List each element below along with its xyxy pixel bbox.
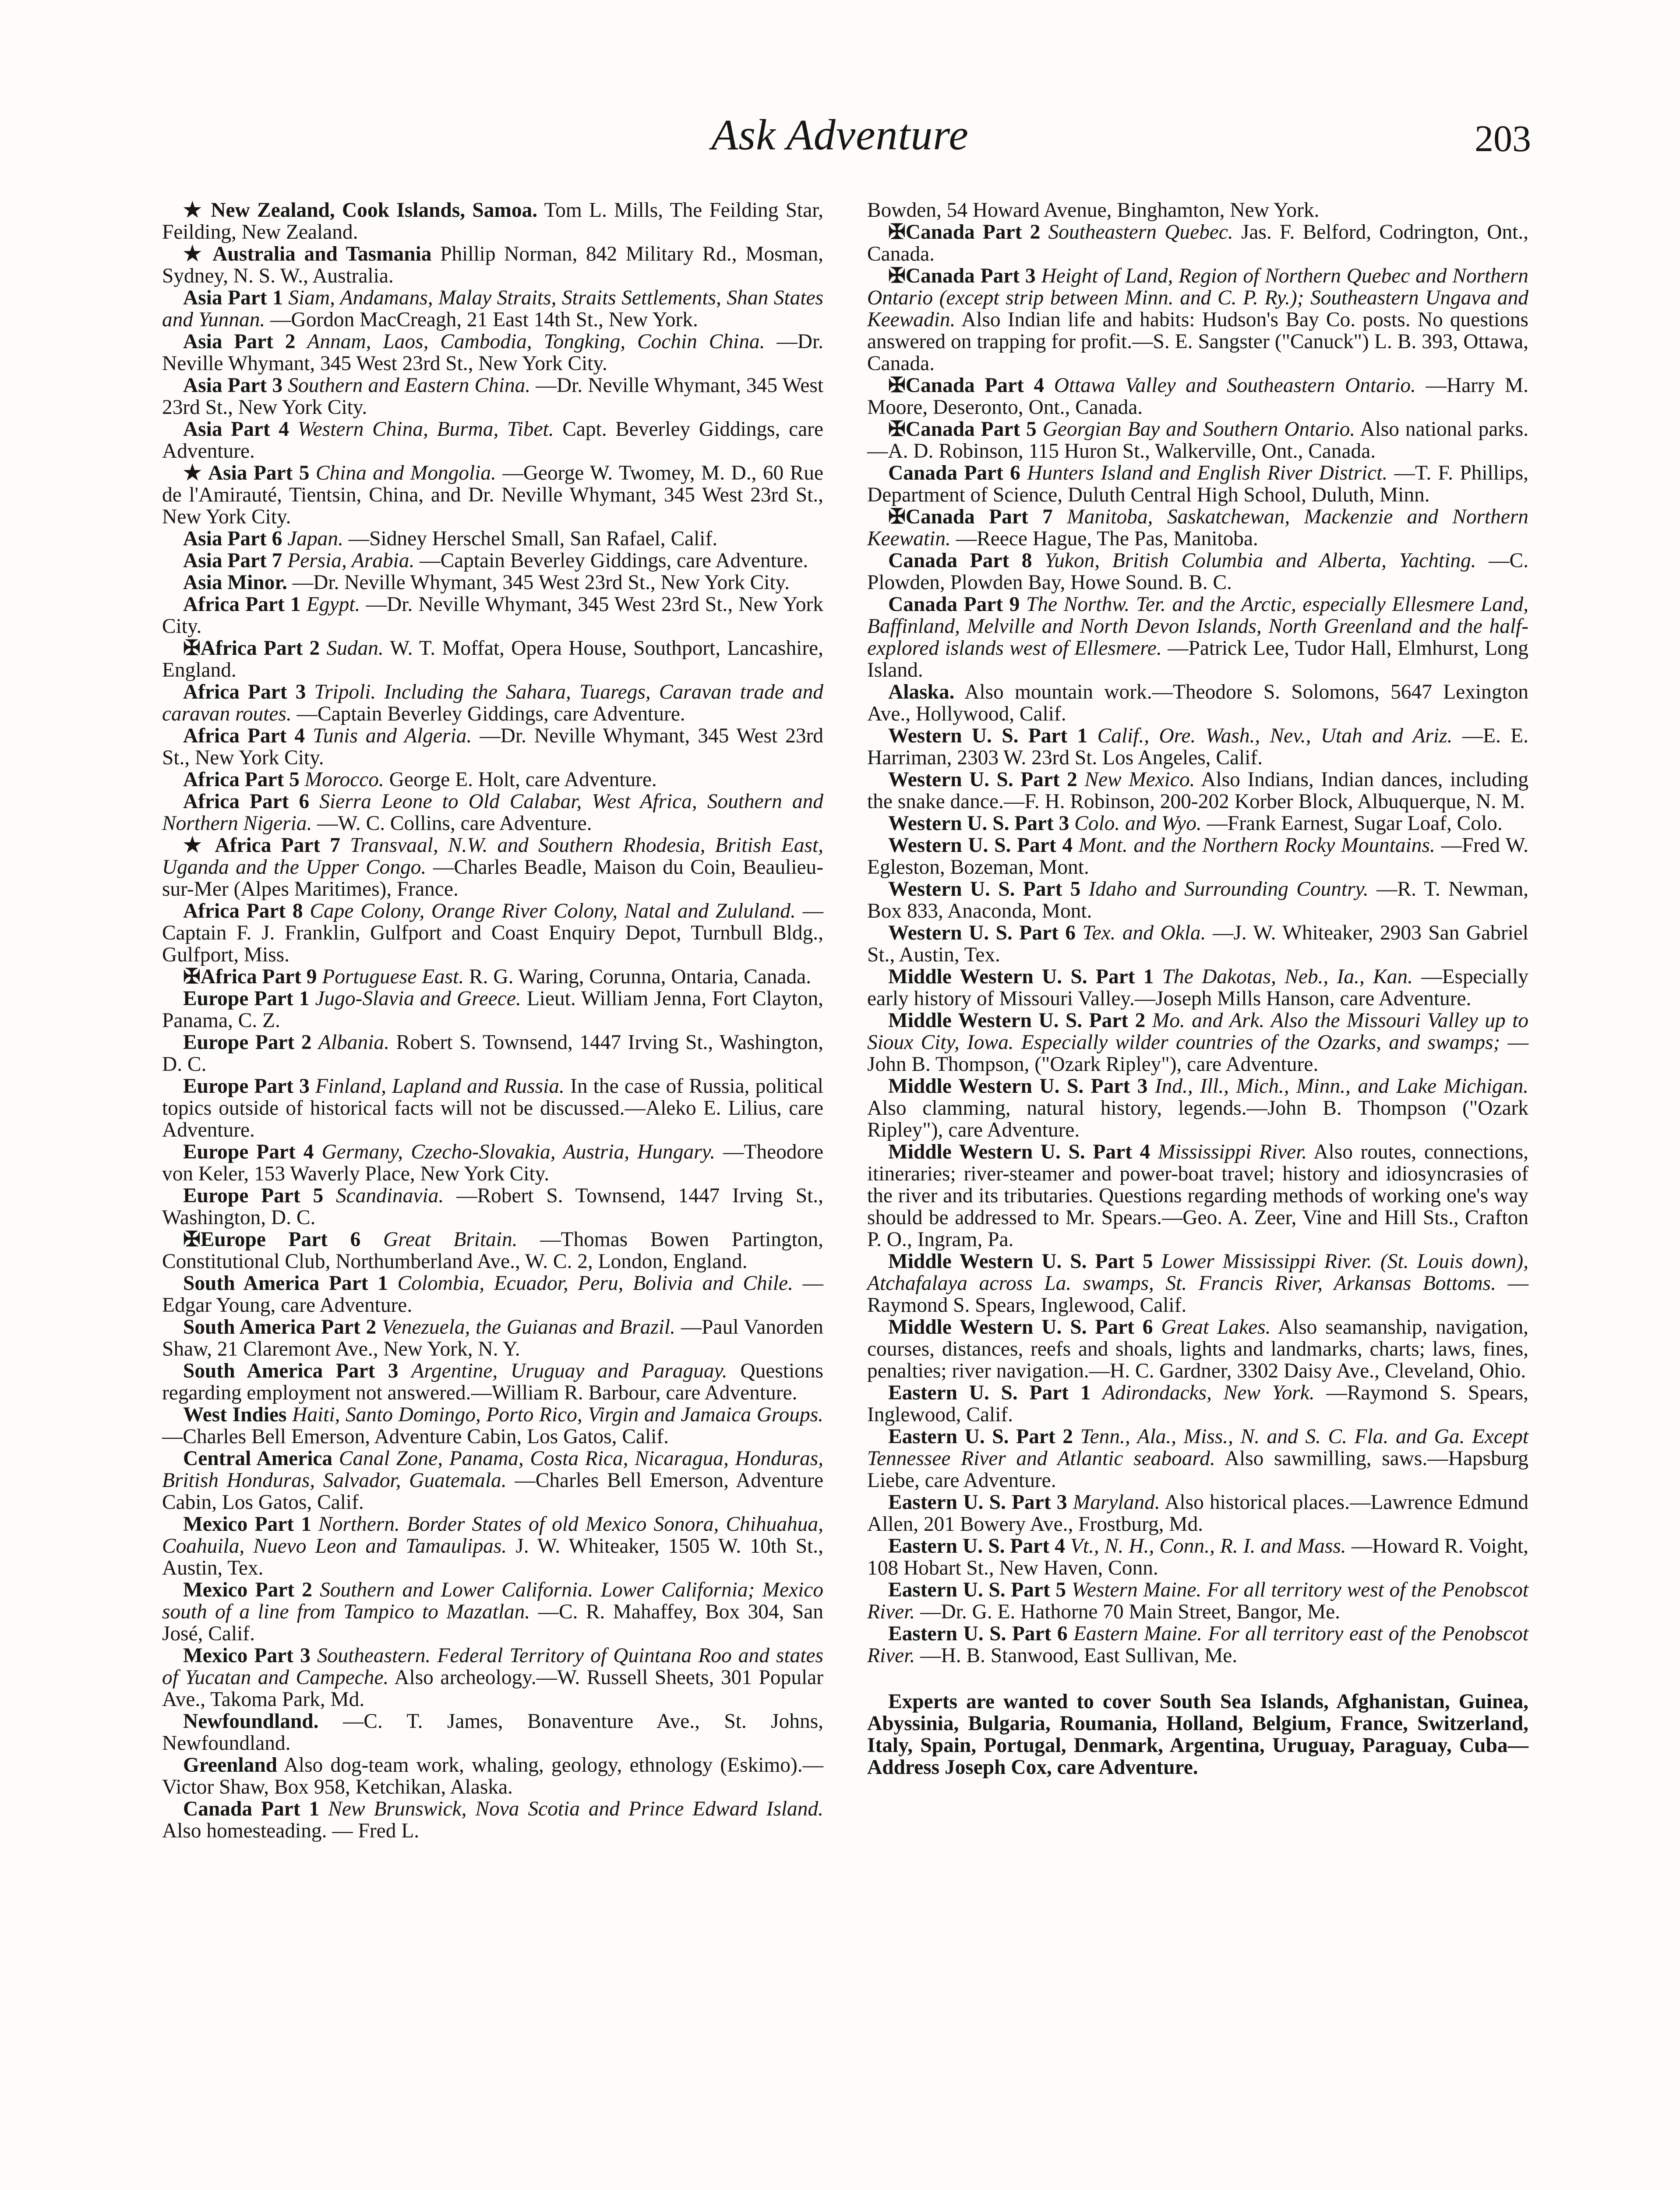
entry-contact: —C. Plowden, Plowden Bay, Howe Sound. B. C. [867,549,1528,594]
directory-entry [867,1010,1528,1075]
entry-contact: —Raymond S. Spears, Inglewood, Calif. [867,1272,1528,1317]
directory-entry [867,1382,1528,1426]
entry-contact: —Frank Earnest, Sugar Loaf, Colo. [1207,812,1503,835]
entry-contact: —John B. Thompson, ("Ozark Ripley"), care Adventure. [867,1031,1528,1076]
directory-entry [162,199,823,243]
directory-entry [867,1491,1528,1535]
directory-entry [867,1141,1528,1250]
entry-contact: —Raymond S. Spears, Inglewood, Calif. [867,1381,1528,1426]
entry-heading: West Indies [183,1403,287,1426]
entry-heading: Eastern U. S. Part 2 [888,1425,1073,1448]
entry-mark: ✠ [183,1228,201,1251]
entry-contact: Also Indians, Indian dances, including the snake dance.—F. H. Robinson, 200-202 Korber Block, Albuquerque, N. M. [867,768,1529,813]
entry-heading: Europe Part 2 [183,1031,312,1054]
entry-subject: Argentine, Uruguay and Paraguay. [411,1360,727,1382]
entry-contact: —Edgar Young, care Adventure. [162,1272,823,1317]
entry-heading: Asia Part 4 [183,418,289,441]
entry-heading: Europe Part 6 [200,1228,361,1251]
entry-mark: ✠ [888,221,906,244]
entry-heading: Africa Part 1 [183,593,301,616]
entry-mark: ✠ [888,418,906,441]
entry-mark: ✠ [183,965,201,988]
entry-heading: Asia Part 2 [183,330,296,353]
entry-contact: Questions regarding employment not answered.—William R. Barbour, care Adventure. [162,1360,823,1404]
directory-entry [162,988,823,1031]
directory-entry [162,791,823,834]
directory-entry [867,462,1528,506]
entry-subject: Mo. and Ark. Also the Missouri Valley up to Sioux City, Iowa. Especially wilder countries of the Ozarks, and swamps; [867,1009,1528,1054]
entry-contact: —Captain Beverley Giddings, care Adventure. [420,549,808,572]
running-title: Ask Adventure [711,110,969,159]
entry-heading: Western U. S. Part 2 [888,768,1077,791]
entry-contact: Also dog-team work, whaling, geology, ethnology (Eskimo).—Victor Shaw, Box 958, Ketchikan, Alaska. [162,1754,824,1798]
entry-contact: —Theodore von Keler, 153 Waverly Place, New York City. [162,1141,823,1185]
entry-heading: Europe Part 4 [183,1141,314,1163]
entry-heading: Asia Part 1 [183,286,283,309]
page-number: 203 [1475,117,1531,159]
entry-heading: Africa Part 6 [183,790,310,813]
entry-subject: Egypt. [306,593,360,616]
directory-entry [867,769,1528,812]
directory-entry [867,922,1528,966]
directory-entry [867,1426,1528,1491]
entry-heading: Eastern U. S. Part 6 [888,1622,1068,1645]
entry-heading: Middle Western U. S. Part 2 [888,1009,1146,1032]
entry-heading: Canada Part 3 [905,265,1036,287]
right-column-entries [867,221,1528,1667]
entry-contact: —Charles Bell Emerson, Adventure Cabin, Los Gatos, Calif. [162,1469,823,1514]
entry-subject: Yukon, British Columbia and Alberta, Yachting. [1045,549,1476,572]
entry-heading: Newfoundland. [183,1710,319,1733]
entry-subject: Calif., Ore. Wash., Nev., Utah and Ariz. [1097,724,1453,747]
directory-entry [867,1075,1528,1141]
entry-subject: Northern. Border States of old Mexico Sonora, Chihuahua, Coahuila, Nuevo Leon and Tamaulipas. [162,1513,823,1558]
entry-contact: Also mountain work.—Theodore S. Solomons, 5647 Lexington Ave., Hollywood, Calif. [867,681,1528,725]
entry-heading: Canada Part 9 [888,593,1020,616]
entry-subject: Germany, Czecho-Slovakia, Austria, Hungary. [321,1141,715,1163]
experts-wanted-note: Experts are wanted to cover South Sea Islands, Afghanistan, Guinea, Abyssinia, Bulgaria, Roumania, Holland, Belgium, France, Switzerland, Italy, Spain, Portugal, Denmark, Argentina, Uruguay, Paraguay, Cuba—Address Joseph Cox, care Adventure. [867,1690,1528,1779]
entry-heading: New Zealand, Cook Islands, Samoa. [211,199,538,222]
entry-heading: Western U. S. Part 3 [888,812,1069,835]
entry-heading: Asia Part 5 [208,462,310,484]
directory-entry [867,374,1528,418]
entry-contact: Also sawmilling, saws.—Hapsburg Liebe, care Adventure. [867,1447,1528,1492]
entry-subject: Southeastern. Federal Territory of Quintana Roo and states of Yucatan and Campeche. [162,1644,823,1689]
entry-subject: Georgian Bay and Southern Ontario. [1042,418,1355,441]
entry-heading: Africa Part 3 [183,681,306,703]
entry-subject: Hunters Island and English River District. [1027,462,1388,484]
entry-heading: Greenland [183,1754,278,1777]
entry-subject: Adirondacks, New York. [1102,1381,1315,1404]
entry-contact: —Captain F. J. Franklin, Gulfport and Coast Enquiry Depot, Turnbull Bldg., Gulfport, Miss. [162,900,823,966]
entry-contact: Tom L. Mills, The Feilding Star, Feilding, New Zealand. [162,199,823,244]
entry-subject: Idaho and Surrounding Country. [1088,878,1369,901]
entry-heading: Central America [183,1447,333,1470]
directory-entry [162,528,823,550]
entry-contact: Also archeology.—W. Russell Sheets, 301 Popular Ave., Takoma Park, Md. [162,1666,823,1711]
entry-contact: —Captain Beverley Giddings, care Adventure. [296,703,685,725]
entry-contact: —Dr. Neville Whymant, 345 West 23rd St., New York City. [162,330,823,375]
entry-subject: Southern and Lower California. Lower California; Mexico south of a line from Tampico to Mazatlan. [162,1579,823,1623]
entry-heading: Africa Part 2 [200,637,320,660]
entry-contact: —Charles Bell Emerson, Adventure Cabin, Los Gatos, Calif. [162,1425,669,1448]
directory-entry [162,834,823,900]
entry-subject: Southeastern Quebec. [1048,221,1233,244]
entry-contact: —Dr. Neville Whymant, 345 West 23rd St., New York City. [162,593,823,638]
entry-heading: Middle Western U. S. Part 3 [888,1075,1148,1098]
entry-subject: Maryland. [1073,1491,1160,1514]
entry-contact: Also routes, connections, itineraries; river-steamer and power-boat travel; history and idiosyncrasies of the river and its tributaries. Questions regarding methods of working one's way should be addressed to Mr. Spears.—Geo. A. Zeer, Vine and Hill Sts., Crafton P. O., Ingram, Pa. [867,1141,1529,1251]
entry-heading: Eastern U. S. Part 3 [888,1491,1067,1514]
directory-entry [162,966,823,988]
left-column [162,199,823,1842]
entry-heading: Europe Part 1 [183,987,310,1010]
entry-subject: Morocco. [304,768,384,791]
entry-subject: Vt., N. H., Conn., R. I. and Mass. [1070,1535,1346,1558]
entry-subject: Lower Mississippi River. (St. Louis down), Atchafalaya across La. swamps, St. Francis River, Arkansas Bottoms. [867,1250,1528,1295]
entry-contact: —Gordon MacCreagh, 21 East 14th St., New York. [270,308,698,331]
entry-subject: New Mexico. [1084,768,1195,791]
entry-mark: ★ [183,834,215,857]
directory-entry [162,725,823,769]
entry-heading: South America Part 2 [183,1316,377,1339]
entry-mark: ★ [183,462,208,484]
entry-heading: Western U. S. Part 4 [888,834,1073,857]
entry-contact: —Reece Hague, The Pas, Manitoba. [956,527,1258,550]
entry-subject: Southern and Eastern China. [288,374,531,397]
entry-heading: Middle Western U. S. Part 4 [888,1141,1151,1163]
entry-contact: —Sidney Herschel Small, San Rafael, Calif. [348,527,718,550]
directory-entry [162,1360,823,1404]
entry-contact: —Especially early history of Missouri Valley.—Joseph Mills Hanson, care Adventure. [867,965,1528,1010]
entry-subject: Sudan. [326,637,384,660]
entry-contact: —R. T. Newman, Box 833, Anaconda, Mont. [867,878,1529,922]
entry-heading: Alaska. [888,681,955,703]
directory-entry [867,966,1528,1010]
directory-entry [162,1645,823,1710]
entry-heading: Canada Part 2 [905,221,1041,244]
directory-entry [162,462,823,528]
entry-contact: Also Indian life and habits: Hudson's Bay Co. posts. No questions answered on trapping for profit.—S. E. Sangster ("Canuck") L. B. 393, Ottawa, Canada. [867,308,1528,375]
entry-mark: ★ [183,243,213,265]
entry-contact: Robert S. Townsend, 1447 Irving St., Washington, D. C. [162,1031,823,1076]
entry-contact: Phillip Norman, 842 Military Rd., Mosman, Sydney, N. S. W., Australia. [162,243,823,287]
directory-entry [162,1141,823,1185]
entry-contact: —E. E. Harriman, 2303 W. 23rd St. Los Angeles, Calif. [867,724,1528,769]
entry-contact: Jas. F. Belford, Codrington, Ont., Canada. [867,221,1529,265]
entry-heading: Middle Western U. S. Part 5 [888,1250,1153,1273]
entry-contact: —Dr. Neville Whymant, 345 West 23rd St., New York City. [162,374,823,419]
entry-mark: ✠ [888,505,906,528]
entry-heading: Mexico Part 1 [183,1513,311,1536]
directory-entry [162,900,823,966]
directory-entry [867,812,1528,834]
entry-contact: —Dr. Neville Whymant, 345 West 23rd St., New York City. [162,724,823,769]
entry-heading: Canada Part 7 [905,505,1053,528]
entry-heading: Australia and Tasmania [212,243,432,265]
directory-entry [867,418,1528,462]
entry-heading: Eastern U. S. Part 4 [888,1535,1065,1558]
entry-contact: J. W. Whiteaker, 1505 W. 10th St., Austin, Tex. [162,1535,823,1579]
entry-contact: —Charles Beadle, Maison du Coin, Beaulieu-sur-Mer (Alpes Maritimes), France. [162,856,823,901]
entry-contact: In the case of Russia, political topics outside of historical facts will not be discussed.—Aleko E. Lilius, care Adventure. [162,1075,823,1141]
entry-heading: Europe Part 3 [183,1075,310,1098]
entry-subject: Mont. and the Northern Rocky Mountains. [1078,834,1435,857]
entry-subject: Western Maine. For all territory west of the Penobscot River. [867,1579,1528,1623]
entry-heading: Eastern U. S. Part 5 [888,1579,1066,1601]
entry-heading: Middle Western U. S. Part 1 [888,965,1154,988]
entry-subject: Siam, Andamans, Malay Straits, Straits Settlements, Shan States and Yunnan. [162,286,823,331]
entry-contact: Also national parks.—A. D. Robinson, 115 Huron St., Walkerville, Ont., Canada. [867,418,1529,463]
entry-subject: Scandinavia. [336,1184,444,1207]
entry-subject: Ottawa Valley and Southeastern Ontario. [1054,374,1416,397]
directory-entry [162,1404,823,1448]
entry-contact: —Dr. G. E. Hathorne 70 Main Street, Bangor, Me. [920,1600,1340,1623]
directory-entry [162,1272,823,1316]
directory-entry [162,1798,823,1842]
directory-entry [867,878,1528,922]
entry-contact: Also homesteading. — Fred L. [162,1819,420,1842]
directory-entry [162,374,823,418]
entry-heading: South America Part 3 [183,1360,399,1382]
entry-contact: —Patrick Lee, Tudor Hall, Elmhurst, Long Island. [867,637,1528,682]
entry-heading: Canada Part 4 [905,374,1045,397]
entry-contact: —C. R. Mahaffey, Box 304, San José, Calif. [162,1600,823,1645]
entry-subject: Tenn., Ala., Miss., N. and S. C. Fla. and Ga. Except Tennessee River and Atlantic seaboard. [867,1425,1528,1470]
directory-entry [162,1031,823,1075]
directory-entry [162,1075,823,1141]
directory-entry [162,1710,823,1754]
directory-entry [867,1535,1528,1579]
entry-contact: Also historical places.—Lawrence Edmund Allen, 201 Bowery Ave., Frostburg, Md. [867,1491,1529,1536]
directory-entry [867,725,1528,769]
entry-heading: Asia Part 7 [183,549,282,572]
entry-subject: Canal Zone, Panama, Costa Rica, Nicaragua, Honduras, British Honduras, Salvador, Guatemala. [162,1447,823,1492]
entry-contact: —Harry M. Moore, Deseronto, Ont., Canada. [867,374,1529,419]
directory-entry [162,572,823,593]
entry-heading: Middle Western U. S. Part 6 [888,1316,1153,1339]
directory-entry [162,769,823,791]
entry-heading: Canada Part 5 [905,418,1037,441]
directory-entry [162,418,823,462]
entry-heading: South America Part 1 [183,1272,388,1295]
entry-contact: —Fred W. Egleston, Bozeman, Mont. [867,834,1528,879]
entry-mark: ✠ [888,265,906,287]
directory-entry [867,506,1528,550]
directory-entry [162,1579,823,1645]
entry-contact: —Robert S. Townsend, 1447 Irving St., Washington, D. C. [162,1184,823,1229]
entry-subject: Venezuela, the Guianas and Brazil. [382,1316,675,1339]
entry-contact: —T. F. Phillips, Department of Science, Duluth Central High School, Duluth, Minn. [867,462,1528,506]
directory-entry [162,550,823,572]
entry-heading: Asia Part 6 [183,527,282,550]
directory-entry [162,1229,823,1272]
directory-entry [162,287,823,331]
entry-subject: Colombia, Ecuador, Peru, Bolivia and Chile. [397,1272,793,1295]
entry-contact: Capt. Beverley Giddings, care Adventure. [162,418,823,463]
entry-subject: Haiti, Santo Domingo, Porto Rico, Virgin and Jamaica Groups. [292,1403,823,1426]
entry-subject: Annam, Laos, Cambodia, Tongking, Cochin China. [307,330,765,353]
entry-heading: Canada Part 8 [888,549,1032,572]
entry-subject: China and Mongolia. [315,462,496,484]
entry-subject: Mississippi River. [1158,1141,1307,1163]
directory-entry [867,593,1528,681]
directory-entry [162,243,823,287]
entry-heading: Canada Part 1 [183,1798,320,1820]
entry-heading: Africa Part 7 [215,834,340,857]
entry-contact: Also seamanship, navigation, courses, distances, reefs and shoals, lights and landmarks, charts; laws, fines, penalties; river navigation.—H. C. Gardner, 3302 Daisy Ave., Cleveland, Ohio. [867,1316,1528,1382]
entry-subject: Japan. [287,527,343,550]
entry-subject: Sierra Leone to Old Calabar, West Africa, Southern and Northern Nigeria. [162,790,823,835]
entry-subject: Cape Colony, Orange River Colony, Natal and Zululand. [310,900,796,922]
directory-entry [162,1513,823,1579]
directory-entry [162,593,823,637]
entry-subject: Colo. and Wyo. [1074,812,1202,835]
entry-subject: The Dakotas, Neb., Ia., Kan. [1162,965,1413,988]
entry-subject: Finland, Lapland and Russia. [315,1075,565,1098]
entry-subject: Portuguese East. [322,965,464,988]
directory-entry [867,1579,1528,1623]
continued-entry: Bowden, 54 Howard Avenue, Binghamton, New York. [867,199,1320,222]
entry-contact: —George W. Twomey, M. D., 60 Rue de l'Amirauté, Tientsin, China, and Dr. Neville Whymant, 345 West 23rd St., New York City. [162,462,823,528]
directory-entry [162,1448,823,1513]
entry-contact: —Howard R. Voight, 108 Hobart St., New Haven, Conn. [867,1535,1528,1579]
directory-entry [867,550,1528,593]
entry-mark: ✠ [888,374,906,397]
entry-heading: Africa Part 8 [183,900,303,922]
entry-heading: Western U. S. Part 5 [888,878,1081,901]
entry-heading: Europe Part 5 [183,1184,324,1207]
entry-contact: George E. Holt, care Adventure. [389,768,657,791]
entry-contact: Lieut. William Jenna, Fort Clayton, Panama, C. Z. [162,987,823,1032]
entry-heading: Asia Part 3 [183,374,283,397]
right-column [867,199,1528,1799]
entry-subject: Tunis and Algeria. [313,724,472,747]
entry-heading: Canada Part 6 [888,462,1020,484]
entry-heading: Mexico Part 3 [183,1644,311,1667]
directory-entry [162,1316,823,1360]
directory-entry [162,681,823,725]
directory-entry [867,681,1528,725]
entry-subject: Height of Land, Region of Northern Quebec and Northern Ontario (except strip between Minn. and C. P. Ry.); Southeastern Ungava and Keewadin. [867,265,1528,331]
entry-heading: Africa Part 5 [183,768,300,791]
directory-entry [867,221,1528,265]
directory-entry [867,834,1528,878]
directory-entry [867,1250,1528,1316]
entry-subject: Eastern Maine. For all territory east of the Penobscot River. [867,1622,1528,1667]
entry-subject: Persia, Arabia. [287,549,415,572]
entry-subject: New Brunswick, Nova Scotia and Prince Edward Island. [328,1798,823,1820]
entry-heading: Mexico Part 2 [183,1579,312,1601]
entry-heading: Western U. S. Part 1 [888,724,1088,747]
directory-entry [867,265,1528,374]
entry-mark: ✠ [183,637,201,660]
entry-subject: Western China, Burma, Tibet. [297,418,554,441]
entry-subject: Jugo-Slavia and Greece. [315,987,521,1010]
entry-subject: Manitoba, Saskatchewan, Mackenzie and Northern Keewatin. [867,505,1528,550]
directory-entry [162,1185,823,1229]
directory-entry [162,331,823,374]
entry-heading: Western U. S. Part 6 [888,922,1076,944]
entry-subject: Tripoli. Including the Sahara, Tuaregs, Caravan trade and caravan routes. [162,681,823,725]
entry-contact: —Dr. Neville Whymant, 345 West 23rd St., New York City. [292,571,790,594]
entry-heading: Africa Part 4 [183,724,305,747]
entry-heading: Eastern U. S. Part 1 [888,1381,1091,1404]
entry-subject: Great Britain. [383,1228,518,1251]
directory-entry [162,1754,823,1798]
entry-subject: Albania. [318,1031,389,1054]
entry-heading: Africa Part 9 [200,965,317,988]
entry-subject: Great Lakes. [1161,1316,1271,1339]
directory-entry [867,1316,1528,1382]
entry-heading: Asia Minor. [183,571,287,594]
entry-contact: —Paul Vanorden Shaw, 21 Claremont Ave., New York, N. Y. [162,1316,823,1360]
entry-subject: The Northw. Ter. and the Arctic, especially Ellesmere Land, Baffinland, Melville and North Devon Islands, North Greenland and the half-explored islands west of Ellesmere. [867,593,1529,660]
entry-mark: ★ [183,199,211,222]
entry-subject: Ind., Ill., Mich., Minn., and Lake Michigan. [1154,1075,1528,1098]
entry-contact: —H. B. Stanwood, East Sullivan, Me. [920,1644,1238,1667]
directory-entry [867,1623,1528,1667]
entry-contact: W. T. Moffat, Opera House, Southport, Lancashire, England. [162,637,823,682]
entry-contact: —Thomas Bowen Partington, Constitutional Club, Northumberland Ave., W. C. 2, London, England. [162,1228,823,1273]
entry-contact: R. G. Waring, Corunna, Ontaria, Canada. [469,965,812,988]
page-header [0,110,1680,175]
directory-entry [162,637,823,681]
entry-contact: —C. T. James, Bonaventure Ave., St. Johns, Newfoundland. [162,1710,823,1755]
entry-contact: Also clamming, natural history, legends.—John B. Thompson ("Ozark Ripley"), care Adventure. [867,1097,1528,1141]
entry-subject: Transvaal, N.W. and Southern Rhodesia, British East, Uganda and the Upper Congo. [162,834,823,879]
entry-contact: —W. C. Collins, care Adventure. [317,812,592,835]
entry-subject: Tex. and Okla. [1082,922,1206,944]
entry-contact: —J. W. Whiteaker, 2903 San Gabriel St., Austin, Tex. [867,922,1528,966]
